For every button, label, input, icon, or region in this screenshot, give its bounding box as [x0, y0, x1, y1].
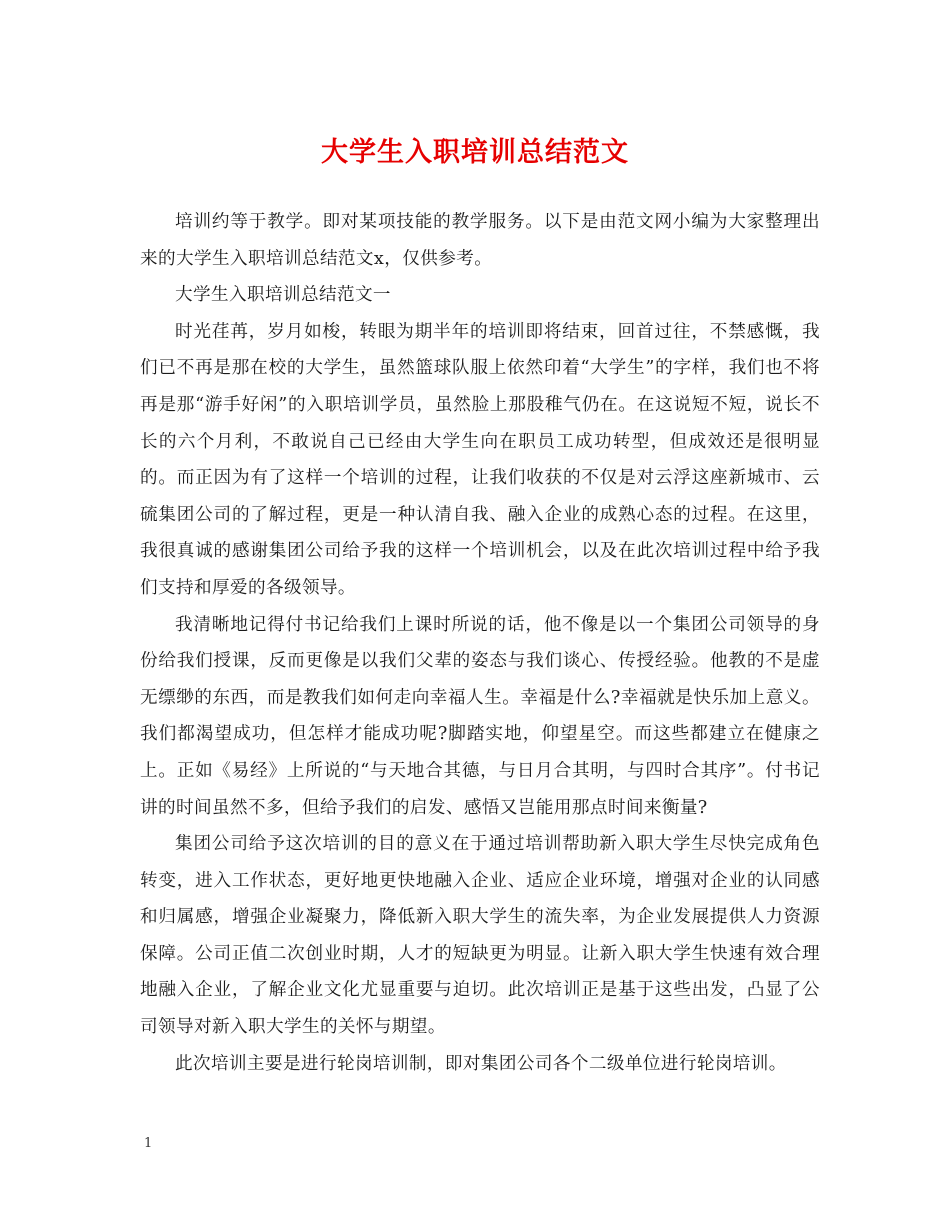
page-number: 1: [144, 1136, 153, 1151]
document-body: [140, 204, 820, 1082]
paragraph: 此次培训主要是进行轮岗培训制，即对集团公司各个二级单位进行轮岗培训。: [175, 1053, 787, 1074]
paragraph-intro: 培训约等于教学。即对某项技能的教学服务。以下是由范文网小编为大家整理出来的大学生入职培训总结范文x，仅供参考。: [140, 212, 820, 269]
paragraph: 集团公司给予这次培训的目的意义在于通过培训帮助新入职大学生尽快完成角色转变，进入工作状态，更好地更快地融入企业、适应企业环境，增强对企业的认同感和归属感，增强企业凝聚力，降低新入职大学生的流失率，为企业发展提供人力资源保障。公司正值二次创业时期，人才的短缺更为明显。让新入职大学生快速有效合理地融入企业，了解企业文化尤显重要与迫切。此次培训正是基于这些出发，凸显了公司领导对新入职大学生的关怀与期望。: [140, 834, 820, 1038]
document-title: 大学生入职培训总结范文: [321, 137, 629, 168]
paragraph: 时光荏苒，岁月如梭，转眼为期半年的培训即将结束，回首过往，不禁感慨，我们已不再是那在校的大学生，虽然篮球队服上依然印着“大学生”的字样，我们也不将再是那“游手好闲”的入职培训学员，虽然脸上那股稚气仍在。在这说短不短，说长不长的六个月利，不敢说自己已经由大学生向在职员工成功转型，但成效还是很明显的。而正因为有了这样一个培训的过程，让我们收获的不仅是对云浮这座新城市、云硫集团公司的了解过程，更是一种认清自我、融入企业的成熟心态的过程。在这里，我很真诚的感谢集团公司给予我的这样一个培训机会，以及在此次培训过程中给予我们支持和厚爱的各级领导。: [140, 321, 820, 598]
paragraph: 我清晰地记得付书记给我们上课时所说的话，他不像是以一个集团公司领导的身份给我们授课，反而更像是以我们父辈的姿态与我们谈心、传授经验。他教的不是虚无缥缈的东西，而是教我们如何走向幸福人生。幸福是什么?幸福就是快乐加上意义。我们都渴望成功，但怎样才能成功呢?脚踏实地，仰望星空。而这些都建立在健康之上。正如《易经》上所说的“与天地合其德，与日月合其明，与四时合其序”。付书记讲的时间虽然不多，但给予我们的启发、感悟又岂能用那点时间来衡量?: [140, 614, 820, 818]
section-heading: 大学生入职培训总结范文一: [175, 285, 391, 306]
